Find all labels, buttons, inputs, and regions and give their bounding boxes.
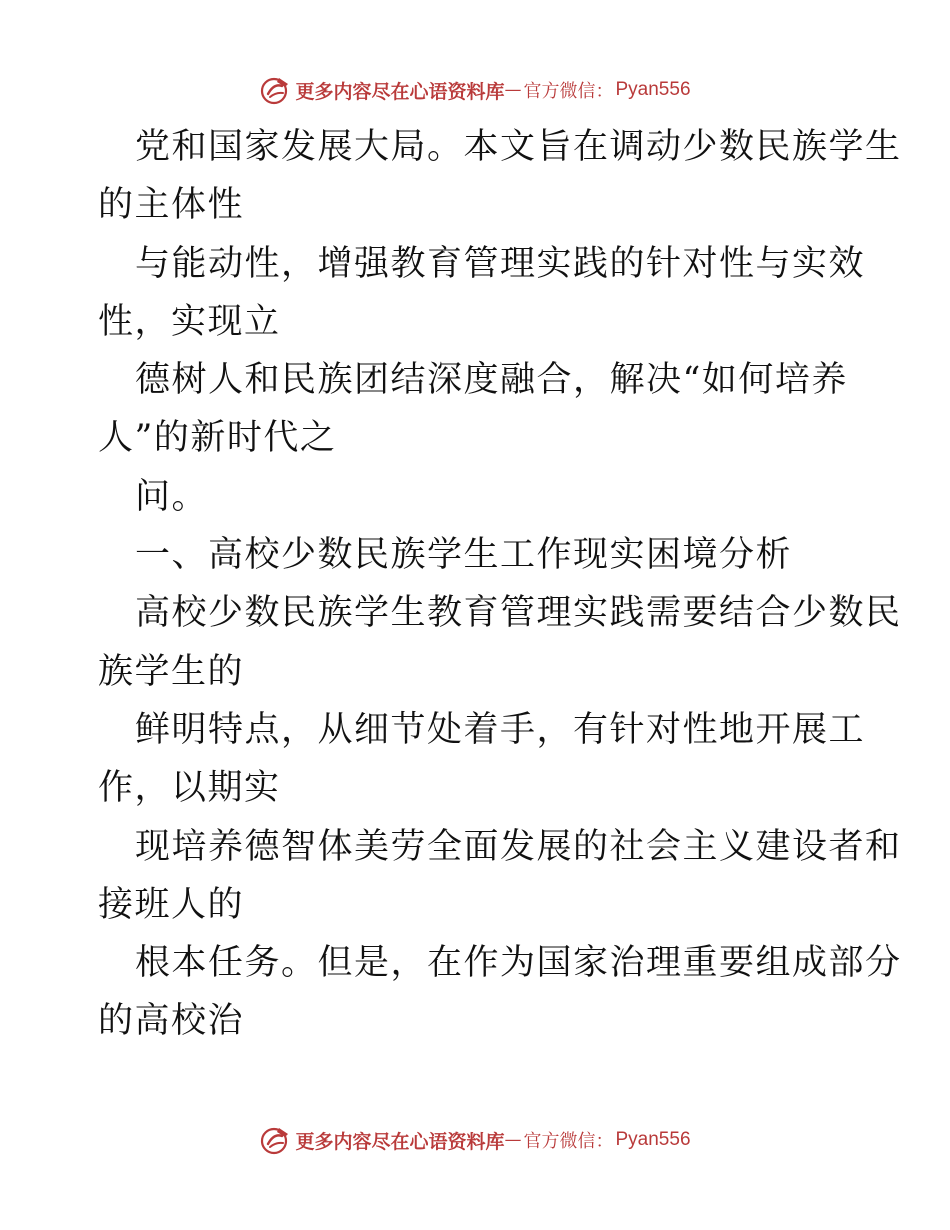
- text-line: 人”的新时代之: [98, 418, 337, 459]
- text-line: 接班人的: [98, 884, 245, 925]
- text-line: 高校少数民族学生教育管理实践需要结合少数民: [135, 593, 902, 634]
- watermark-dash: —: [504, 1130, 522, 1150]
- watermark-text: 更多内容尽在心语资料库: [295, 80, 505, 103]
- watermark-wechat-label: 官方微信：: [523, 1131, 614, 1152]
- text-line: 的主体性: [98, 185, 245, 226]
- text-line: 德树人和民族团结深度融合，解决“如何培养: [135, 360, 848, 401]
- document-body: [98, 118, 902, 1051]
- header-watermark: [0, 70, 950, 110]
- watermark-text: 更多内容尽在心语资料库: [295, 1130, 505, 1153]
- seal-logo-icon: [259, 74, 291, 106]
- text-line: 性，实现立: [98, 301, 281, 342]
- section-heading: 一、高校少数民族学生工作现实困境分析: [135, 535, 793, 576]
- text-line: 现培养德智体美劳全面发展的社会主义建设者和: [135, 826, 902, 867]
- footer-watermark: [0, 1120, 950, 1160]
- seal-logo-icon: [259, 1124, 291, 1156]
- text-line: 作，以期实: [98, 768, 281, 809]
- text-line: 与能动性，增强教育管理实践的针对性与实效: [135, 243, 866, 284]
- text-line: 党和国家发展大局。本文旨在调动少数民族学生: [135, 127, 902, 167]
- text-line: 问。: [135, 476, 209, 517]
- watermark-wechat-id: Pyan556: [615, 79, 691, 100]
- watermark-dash: —: [504, 80, 522, 100]
- watermark-wechat-id: Pyan556: [615, 1129, 691, 1150]
- text-line: 的高校治: [98, 1001, 245, 1042]
- watermark-wechat-label: 官方微信：: [523, 81, 614, 102]
- text-line: 根本任务。但是，在作为国家治理重要组成部分: [135, 943, 902, 984]
- text-line: 鲜明特点，从细节处着手，有针对性地开展工: [135, 709, 866, 750]
- text-line: 族学生的: [98, 651, 245, 692]
